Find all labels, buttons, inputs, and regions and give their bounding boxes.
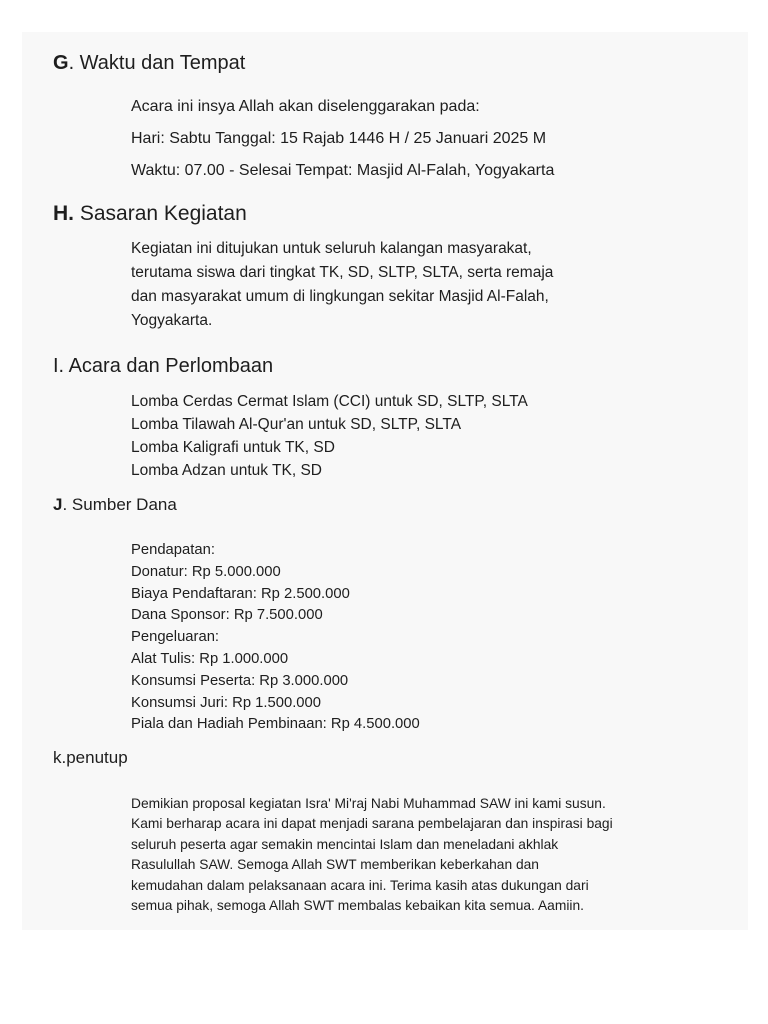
document-page bbox=[22, 32, 748, 930]
budget-line: Konsumsi Peserta: Rp 3.000.000 bbox=[131, 672, 349, 689]
section-g-line: Hari: Sabtu Tanggal: 15 Rajab 1446 H / 25 Januari 2025 M bbox=[131, 130, 547, 147]
section-g-heading bbox=[53, 52, 245, 75]
competition-item: Lomba Adzan untuk TK, SD bbox=[131, 462, 322, 479]
section-h-heading bbox=[53, 202, 247, 226]
closing-line: kemudahan dalam pelaksanaan acara ini. Terima kasih atas dukungan dari bbox=[131, 877, 589, 893]
section-j-letter: J bbox=[53, 495, 63, 514]
section-i-heading bbox=[53, 355, 273, 378]
section-g-line: Waktu: 07.00 - Selesai Tempat: Masjid Al-Falah, Yogyakarta bbox=[131, 162, 555, 179]
competition-item: Lomba Cerdas Cermat Islam (CCI) untuk SD, SLTP, SLTA bbox=[131, 393, 528, 410]
section-j-title: . Sumber Dana bbox=[62, 495, 177, 514]
section-k-heading bbox=[53, 748, 128, 768]
section-k-title: k.penutup bbox=[53, 748, 128, 767]
budget-line: Dana Sponsor: Rp 7.500.000 bbox=[131, 607, 323, 624]
competition-item: Lomba Tilawah Al-Qur'an untuk SD, SLTP, SLTA bbox=[131, 416, 462, 433]
section-g-body bbox=[131, 91, 554, 187]
competition-item: Lomba Kaligrafi untuk TK, SD bbox=[131, 439, 335, 456]
closing-line: seluruh peserta agar semakin mencintai Islam dan meneladani akhlak bbox=[131, 836, 559, 852]
section-h-line: terutama siswa dari tingkat TK, SD, SLTP, SLTA, serta remaja bbox=[131, 264, 554, 281]
section-g-letter: G bbox=[53, 52, 69, 74]
section-h-body bbox=[131, 237, 553, 333]
section-j-heading bbox=[53, 495, 177, 515]
closing-line: Rasulullah SAW. Semoga Allah SWT memberikan keberkahan dan bbox=[131, 857, 539, 873]
closing-line: Demikian proposal kegiatan Isra' Mi'raj Nabi Muhammad SAW ini kami susun. bbox=[131, 796, 606, 811]
budget-line: Pengeluaran: bbox=[131, 629, 220, 646]
budget-line: Piala dan Hadiah Pembinaan: Rp 4.500.000 bbox=[131, 716, 420, 733]
section-h-line: dan masyarakat umum di lingkungan sekitar Masjid Al-Falah, bbox=[131, 288, 549, 305]
budget-line: Donatur: Rp 5.000.000 bbox=[131, 563, 281, 580]
closing-line: semua pihak, semoga Allah SWT membalas kebaikan kita semua. Aamiin. bbox=[131, 898, 584, 914]
section-h-letter: H. bbox=[53, 202, 74, 225]
budget-line: Konsumsi Juri: Rp 1.500.000 bbox=[131, 694, 321, 711]
budget-line: Alat Tulis: Rp 1.000.000 bbox=[131, 650, 289, 667]
section-k-body bbox=[131, 794, 613, 916]
section-j-body bbox=[131, 540, 420, 736]
section-g-title: . Waktu dan Tempat bbox=[68, 52, 246, 74]
budget-line: Pendapatan: bbox=[131, 542, 215, 558]
section-i-title: I. Acara dan Perlombaan bbox=[53, 355, 274, 377]
section-h-line: Yogyakarta. bbox=[131, 312, 213, 329]
section-h-line: Kegiatan ini ditujukan untuk seluruh kalangan masyarakat, bbox=[131, 240, 532, 257]
section-h-title: Sasaran Kegiatan bbox=[74, 202, 247, 225]
budget-line: Biaya Pendaftaran: Rp 2.500.000 bbox=[131, 585, 350, 602]
section-g-line: Acara ini insya Allah akan diselenggarakan pada: bbox=[131, 98, 480, 115]
closing-line: Kami berharap acara ini dapat menjadi sarana pembelajaran dan inspirasi bagi bbox=[131, 816, 613, 832]
section-i-body bbox=[131, 390, 528, 482]
